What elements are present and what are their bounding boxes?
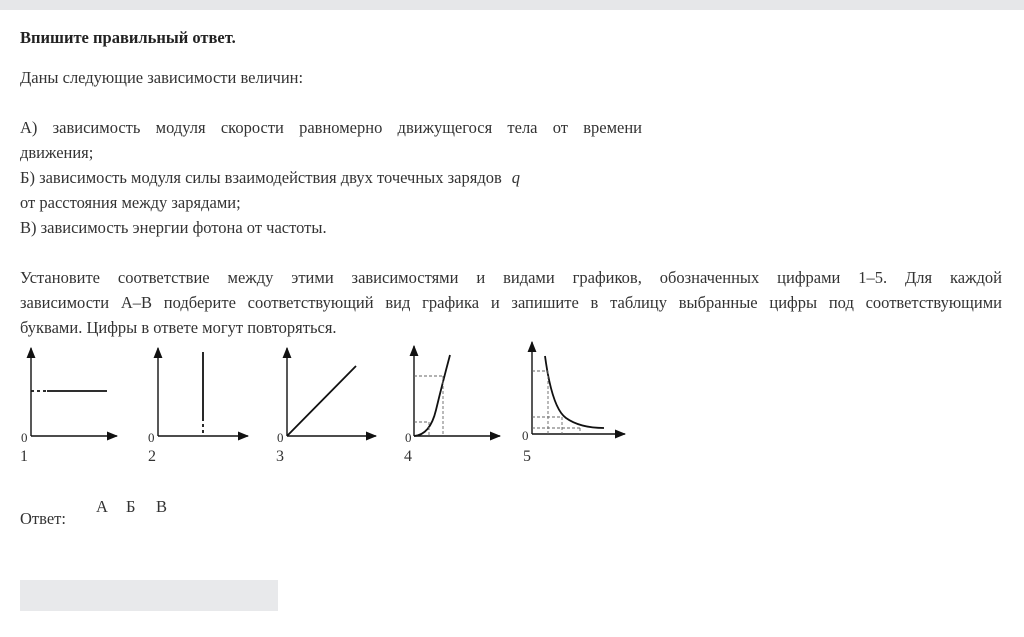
graph-4-label: 4 bbox=[404, 448, 412, 465]
top-bar bbox=[0, 0, 1024, 10]
answer-letter-c: В bbox=[156, 497, 168, 516]
dependency-b-line1 bbox=[20, 168, 520, 188]
graph-2-origin: 0 bbox=[148, 430, 155, 445]
graph-5 bbox=[532, 342, 625, 434]
graph-1 bbox=[31, 348, 117, 436]
dependency-a-line1: А) зависимость модуля скорости равномерно движущегося тела от времени bbox=[20, 118, 642, 137]
graph-1-label: 1 bbox=[20, 448, 28, 465]
answer-letter-b: Б bbox=[126, 497, 136, 516]
graph-3-origin: 0 bbox=[277, 430, 284, 445]
charge-variable: q bbox=[511, 168, 521, 187]
intro-text: Даны следующие зависимости величин: bbox=[20, 68, 304, 87]
instruction-heading: Впишите правильный ответ. bbox=[20, 28, 236, 47]
graph-5-label: 5 bbox=[523, 448, 531, 465]
graph-3 bbox=[287, 348, 376, 436]
graph-4-origin: 0 bbox=[405, 430, 412, 445]
task-line1: Установите соответствие между этими зависимостями и видами графиков, обозначенных цифрами 1–5. Для каждой bbox=[20, 268, 1002, 287]
graph-5-origin: 0 bbox=[522, 428, 529, 443]
graph-1-origin: 0 bbox=[21, 430, 28, 445]
task-line2: зависимости А–В подберите соответствующий вид графика и запишите в таблицу выбранные цифры под соответствующими bbox=[20, 293, 1002, 312]
answer-letter-a: А bbox=[96, 497, 108, 516]
dependency-b-line2: от расстояния между зарядами; bbox=[20, 193, 241, 212]
dependency-c-line: В) зависимость энергии фотона от частоты. bbox=[20, 218, 327, 237]
task-line3: буквами. Цифры в ответе могут повторяться. bbox=[20, 318, 337, 337]
graphs-figure bbox=[0, 338, 640, 468]
dependency-a-line2: движения; bbox=[20, 143, 94, 162]
graph-2 bbox=[158, 348, 248, 436]
answer-input[interactable] bbox=[20, 580, 278, 611]
dependency-b-text: Б) зависимость модуля силы взаимодействия двух точечных зарядов bbox=[20, 168, 502, 187]
graph-3-label: 3 bbox=[276, 448, 284, 465]
graph-2-label: 2 bbox=[148, 448, 156, 465]
answer-label: Ответ: bbox=[20, 509, 66, 528]
graph-4 bbox=[414, 346, 500, 436]
